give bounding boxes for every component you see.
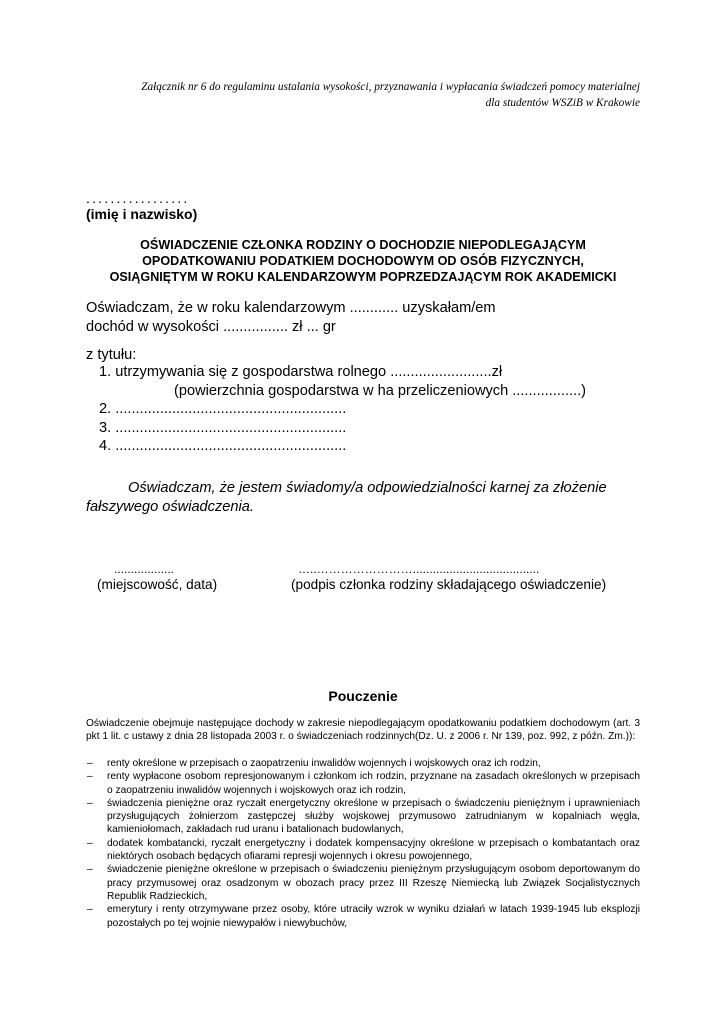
title-line-3: OSIĄGNIĘTYM W ROKU KALENDARZOWYM POPRZEDZAJĄCYM ROK AKADEMICKI — [109, 270, 617, 284]
income-source-list — [99, 363, 586, 456]
list-item — [86, 863, 640, 903]
dash-bullet: – — [87, 864, 93, 876]
dash-bullet: – — [87, 758, 93, 769]
header-line-1: Załącznik nr 6 do regulaminu ustalania wysokości, przyznawania i wypłacania świadczeń pomocy materialnej — [141, 81, 640, 93]
income-item-3: 3. ......................................................... — [99, 419, 347, 436]
signature-dotted-line[interactable]: …..……………………...................................... — [298, 562, 540, 576]
attachment-header — [60, 79, 640, 111]
oath-line-2: fałszywego oświadczenia. — [86, 499, 254, 515]
statement-line-2: dochód w wysokości ................ zł ... gr — [86, 319, 336, 335]
list-item — [86, 770, 640, 797]
list-item-text: świadczenie pieniężne określone w przepisach o świadczeniu pieniężnym przysługującym osobom deportowanym do pracy przymusowej oraz osadzonym w obozach pracy przez III Rzeszę Niemiecką lub Związek Socjalistycznych Republik Radzieckich, — [107, 864, 640, 902]
list-item-text: renty określone w przepisach o zaopatrzeniu inwalidów wojennych i wojskowych oraz ich rodzin, — [107, 758, 541, 769]
title-line-1: OŚWIADCZENIE CZŁONKA RODZINY O DOCHODZIE NIEPODLEGAJĄCYM — [140, 238, 586, 252]
dash-bullet: – — [87, 837, 93, 849]
list-item — [86, 757, 640, 770]
liability-declaration — [86, 479, 647, 517]
title-line-2: OPODATKOWANIU PODATKIEM DOCHODOWYM OD OSÓB FIZYCZNYCH, — [142, 254, 584, 268]
list-item-text: renty wypłacone osobom represjonowanym i członkom ich rodzin, przyznane na zasadach określonych w przepisach o zaopatrzeniu inwalidów wojennych i wojskowych oraz ich rodzin, — [107, 771, 640, 796]
dash-bullet: – — [87, 797, 93, 809]
list-item-text: emerytury i renty otrzymywane przez osoby, które utraciły wzrok w wyniku działań w latach 1939-1945 lub eksplozji pozostałych po tej wojnie niewypałów i niewybuchów, — [107, 904, 640, 929]
income-source-intro: z tytułu: — [86, 347, 137, 363]
income-item-1: 1. utrzymywania się z gospodarstwa rolnego .........................zł — [99, 364, 503, 380]
list-item — [86, 837, 640, 864]
header-line-2: dla studentów WSZiB w Krakowie — [485, 97, 640, 109]
list-item-text: dodatek kombatancki, ryczałt energetyczny i dodatek kompensacyjny określone w przepisach o kombatantach oraz niektórych osobach będących ofiarami represji wojennych i okresu powojennego, — [107, 837, 640, 863]
oath-line-1: Oświadczam, że jestem świadomy/a odpowiedzialności karnej za złożenie — [128, 480, 607, 496]
list-item — [86, 903, 640, 930]
list-item-text: świadczenia pieniężne oraz ryczałt energetyczny określone w przepisach o świadczeniu pieniężnym i uprawnieniach przysługujących żołnierzom zastępczej służby wojskowej przymusowo zatrudnianym w kopalniach węgla, kamieniołomach, zakładach rud uranu i batalionach budowlanych, — [107, 797, 640, 836]
place-date-label: (miejscowość, data) — [97, 577, 218, 592]
income-item-2: 2. ......................................................... — [99, 401, 347, 417]
statement-line-1: Oświadczam, że w roku kalendarzowym ............ uzyskałam/em — [86, 300, 496, 316]
instruction-intro: Oświadczenie obejmuje następujące dochody w zakresie niepodlegającym opodatkowaniu podatkiem dochodowym (art. 3 pkt 1 lit. c ustawy z dnia 28 listopada 2003 r. o świadczeniach rodzinnych(Dz. U. z 2006 r. Nr 139, poz. 992, z późn. Zm.)): — [86, 718, 640, 743]
income-item-1-note: (powierzchnia gospodarstwa w ha przeliczeniowych .................) — [174, 382, 587, 399]
income-statement — [86, 299, 496, 337]
place-date-dotted-line[interactable]: .................. — [114, 562, 175, 576]
instruction-list — [86, 757, 640, 930]
list-item — [86, 797, 640, 837]
document-title — [86, 237, 640, 285]
dash-bullet: – — [87, 904, 93, 916]
instruction-heading: Pouczenie — [328, 688, 398, 704]
name-dotted-line[interactable]: ................. — [86, 190, 190, 206]
name-label: (imię i nazwisko) — [86, 206, 198, 222]
signature-label: (podpis członka rodziny składającego oświadczenie) — [291, 577, 607, 592]
income-item-4: 4. ......................................................... — [99, 438, 347, 454]
dash-bullet: – — [87, 771, 93, 783]
